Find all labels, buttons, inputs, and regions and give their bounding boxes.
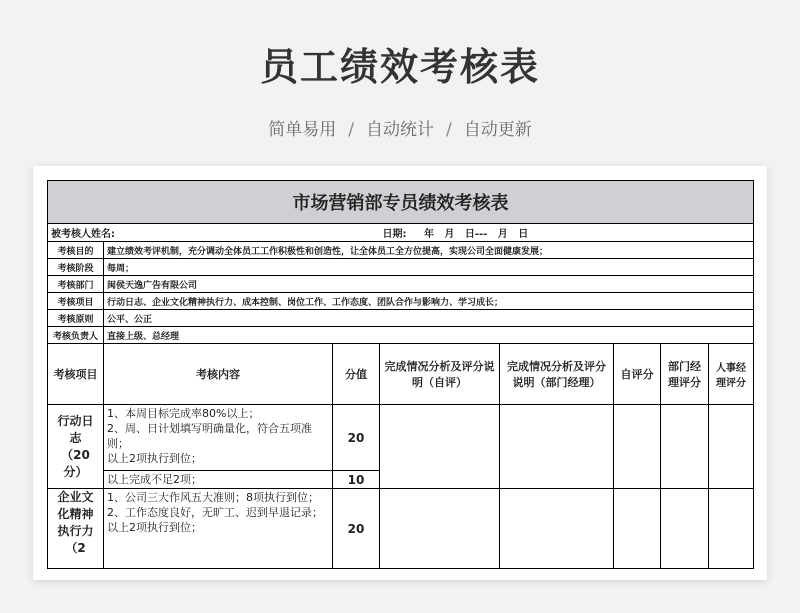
meta-label: 考核目的 [48, 242, 104, 259]
column-header-score: 分值 [333, 344, 380, 405]
item-cell: 企业文化精神执行力（2 [48, 489, 104, 569]
column-header-self-analysis: 完成情况分析及评分说明（自评） [380, 344, 500, 405]
feature-item: 自动统计 [366, 120, 434, 140]
meta-label: 考核原则 [48, 310, 104, 327]
column-header-self-score: 自评分 [614, 344, 661, 405]
item-cell: 行动日志（20分） [48, 405, 104, 489]
content-cell[interactable]: 1、公司三大作风五大准则；8项执行到位； 2、工作态度良好，无旷工、迟到早退记录； 以上2项执行到位； [104, 489, 333, 569]
meta-value[interactable]: 公平、公正 [104, 310, 754, 327]
date-value: 年 月 日--- 月 日 [423, 229, 529, 240]
meta-value[interactable]: 行动日志、企业文化精神执行力、成本控制、岗位工作、工作态度、团队合作与影响力、学习成长； [104, 293, 754, 310]
date-label: 日期: [382, 229, 407, 240]
sheet [47, 180, 753, 569]
meta-value[interactable]: 建立绩效考评机制，充分调动全体员工工作积极性和创造性，让全体员工全方位提高，实现公司全面健康发展； [104, 242, 754, 259]
hr-score-cell[interactable] [709, 489, 754, 569]
self-analysis-cell[interactable] [380, 489, 500, 569]
self-score-cell[interactable] [614, 405, 661, 489]
page-title: 员工绩效考核表 [259, 45, 540, 89]
evaluation-table [47, 180, 754, 569]
feature-item: 简单易用 [268, 120, 337, 140]
sheet-title: 市场营销部专员绩效考核表 [48, 181, 754, 224]
column-header-dept-score: 部门经理评分 [661, 344, 709, 405]
score-cell[interactable]: 10 [333, 471, 380, 489]
meta-label: 考核项目 [48, 293, 104, 310]
column-header-hr-score: 人事经理评分 [709, 344, 754, 405]
content-cell[interactable]: 以上完成不足2项； [104, 471, 333, 489]
self-score-cell[interactable] [614, 489, 661, 569]
meta-label: 考核负责人 [48, 327, 104, 344]
evaluatee-label[interactable]: 被考核人姓名: [48, 224, 380, 242]
dept-analysis-cell[interactable] [500, 489, 614, 569]
content-cell[interactable]: 1、本周目标完成率80%以上； 2、周、日计划填写明确量化，符合五项准则； 以上2项执行到位； [104, 405, 333, 471]
meta-value[interactable]: 闽侯天逸广告有限公司 [104, 276, 754, 293]
score-cell[interactable]: 20 [333, 405, 380, 471]
meta-value[interactable]: 每周； [104, 259, 754, 276]
score-cell[interactable]: 20 [333, 489, 380, 569]
feature-item: 自动更新 [463, 120, 532, 140]
separator: / [348, 120, 354, 140]
hr-score-cell[interactable] [709, 405, 754, 489]
column-header-dept-analysis: 完成情况分析及评分说明（部门经理） [500, 344, 614, 405]
separator: / [446, 120, 452, 140]
dept-analysis-cell[interactable] [500, 405, 614, 489]
meta-value[interactable]: 直接上级、总经理 [104, 327, 754, 344]
dept-score-cell[interactable] [661, 405, 709, 489]
meta-label: 考核阶段 [48, 259, 104, 276]
column-header-item: 考核项目 [48, 344, 104, 405]
column-header-content: 考核内容 [104, 344, 333, 405]
self-analysis-cell[interactable] [380, 405, 500, 489]
dept-score-cell[interactable] [661, 489, 709, 569]
spreadsheet-preview [33, 166, 767, 580]
date-cell[interactable] [380, 224, 754, 242]
meta-label: 考核部门 [48, 276, 104, 293]
feature-tagline [0, 115, 800, 140]
